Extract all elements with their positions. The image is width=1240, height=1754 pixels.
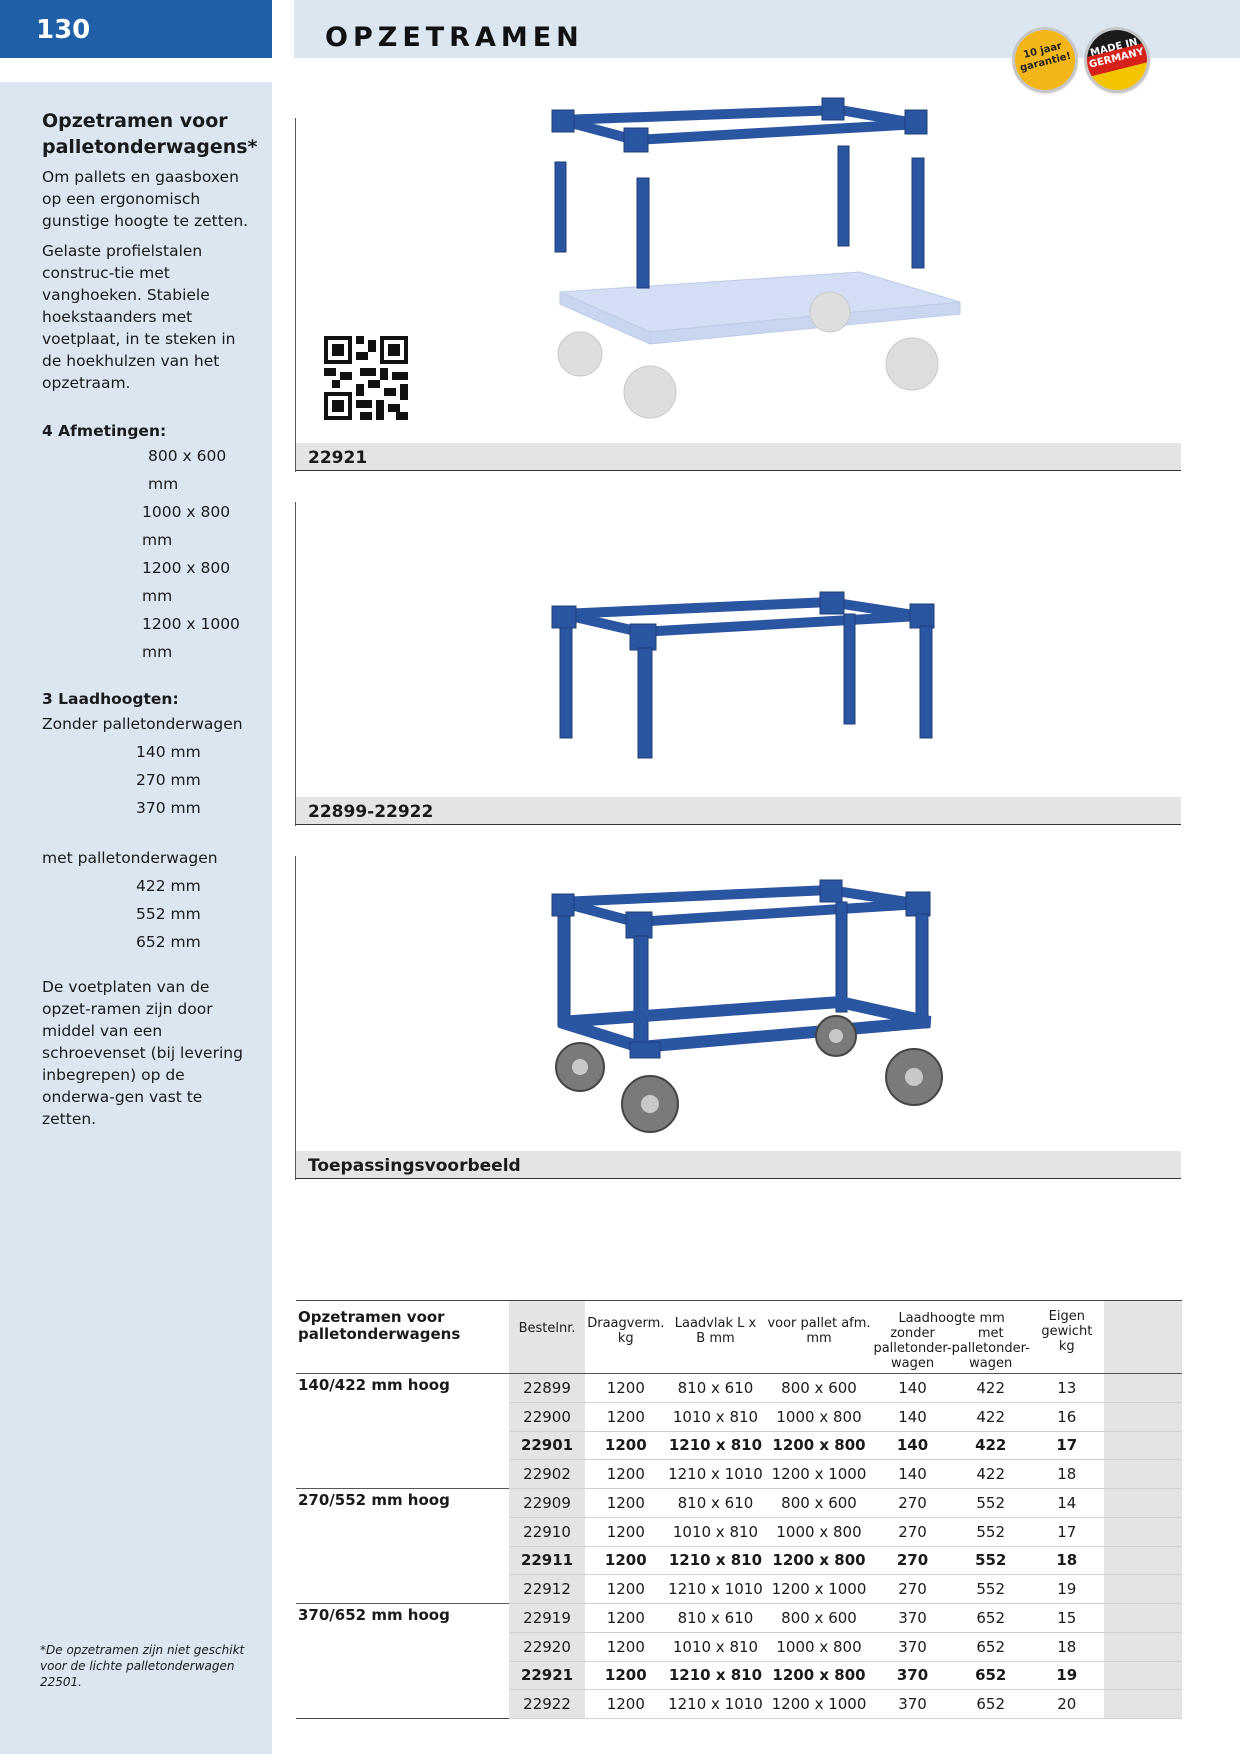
table-cell: 1200 x 800 [765,1546,874,1575]
table-cell: 800 x 600 [765,1489,874,1518]
without-trolley-label: Zonder palletonderwagen [42,715,243,733]
table-cell: 652 [952,1604,1030,1633]
table-cell: 370 [873,1690,951,1719]
dimensions-label: 4 Afmetingen: [42,422,167,440]
row-group-label [296,1460,509,1489]
col-laadhoogte-group [873,1301,1029,1374]
table-cell: 552 [952,1489,1030,1518]
table-spacer-cell [1104,1661,1182,1690]
table-cell: 1200 [585,1489,666,1518]
table-row [296,1575,1182,1604]
dimension-item: 1200 x 1000 mm [142,615,240,661]
dimension-item: 1200 x 800 mm [142,559,231,605]
table-cell: 140 [873,1431,951,1460]
height-item: 370 mm [136,799,201,817]
table-cell: 652 [952,1690,1030,1719]
table-cell: 800 x 600 [765,1604,874,1633]
table-cell: 1200 x 800 [765,1661,874,1690]
col-laadvlak: Laadvlak L x B mm [674,1316,757,1346]
guarantee-badge: 10 jaar garantie! [1009,24,1082,97]
row-group-label [296,1690,509,1719]
col-draagvermogen: Draagverm. kg [587,1316,665,1346]
table-row [296,1546,1182,1575]
sidebar-construction: Gelaste profielstalen construc-tie met vanghoeken. Stabiele hoekstaanders met voetplaat, in te steken in de hoekhulzen van het opzetraam. [42,242,236,392]
table-cell: 22922 [509,1690,585,1719]
table-cell: 16 [1030,1403,1104,1432]
table-cell: 1210 x 810 [666,1431,764,1460]
row-group-label [296,1518,509,1547]
table-cell: 140 [873,1403,951,1432]
col-met: met palletonder-wagen [951,1326,1030,1371]
made-in-germany-badge: MADE IN GERMANY [1081,24,1154,97]
footnote: *De opzetramen zijn niet geschikt voor de lichte palletonderwagen 22501. [40,1643,245,1689]
table-cell: 270 [873,1575,951,1604]
table-cell: 1210 x 1010 [666,1690,764,1719]
table-row [296,1518,1182,1547]
table-cell: 1010 x 810 [666,1518,764,1547]
table-cell: 652 [952,1633,1030,1662]
table-cell: 13 [1030,1374,1104,1403]
table-row [296,1690,1182,1719]
table-cell: 1200 x 800 [765,1431,874,1460]
table-cell: 552 [952,1518,1030,1547]
table-row [296,1661,1182,1690]
table-cell: 1210 x 1010 [666,1575,764,1604]
qr-code-icon [324,336,408,420]
table-spacer-cell [1104,1546,1182,1575]
table-cell: 22921 [509,1661,585,1690]
sidebar-heading: Opzetramen voor palletonderwagens* [42,110,258,158]
table-cell: 1000 x 800 [765,1633,874,1662]
table-cell: 810 x 610 [666,1489,764,1518]
height-item: 652 mm [136,933,201,951]
col-bestelnr: Bestelnr. [509,1301,585,1374]
table-spacer-cell [1104,1374,1182,1403]
table-spacer-cell [1104,1431,1182,1460]
photo-caption-1: 22921 [296,443,1181,471]
table-spacer-cell [1104,1604,1182,1633]
row-group-label [296,1661,509,1690]
table-spacer-cell [1104,1575,1182,1604]
table-row [296,1489,1182,1518]
table-cell: 810 x 610 [666,1374,764,1403]
table-spacer-cell [1104,1489,1182,1518]
table-cell: 15 [1030,1604,1104,1633]
row-group-label: 270/552 mm hoog [296,1489,509,1518]
height-item: 270 mm [136,771,201,789]
table-row [296,1431,1182,1460]
table-cell: 422 [952,1374,1030,1403]
table-cell: 1210 x 810 [666,1546,764,1575]
table-row [296,1403,1182,1432]
table-cell: 422 [952,1460,1030,1489]
sidebar-mounting-note: De voetplaten van de opzet-ramen zijn door middel van een schroevenset (bij levering inbegrepen) op de onderwa-gen vast te zetten. [42,978,243,1128]
table-row [296,1460,1182,1489]
col-spacer [1104,1301,1182,1374]
row-group-label [296,1633,509,1662]
table-cell: 270 [873,1546,951,1575]
table-cell: 14 [1030,1489,1104,1518]
table-cell: 22909 [509,1489,585,1518]
table-cell: 1200 [585,1431,666,1460]
table-cell: 1210 x 1010 [666,1460,764,1489]
table-cell: 270 [873,1489,951,1518]
table-header-row [296,1301,1182,1374]
heights-label: 3 Laadhoogten: [42,690,179,708]
table-cell: 1200 [585,1403,666,1432]
table-cell: 1210 x 810 [666,1661,764,1690]
table-cell: 22900 [509,1403,585,1432]
table-cell: 1200 x 1000 [765,1690,874,1719]
table-cell: 22902 [509,1460,585,1489]
table-cell: 1000 x 800 [765,1403,874,1432]
table-cell: 22899 [509,1374,585,1403]
row-group-label: 140/422 mm hoog [296,1374,509,1403]
table-cell: 552 [952,1575,1030,1604]
frame-with-trolley-exploded-image [540,92,980,432]
col-zonder: zonder palletonder-wagen [873,1326,952,1371]
table-row [296,1633,1182,1662]
table-spacer-cell [1104,1633,1182,1662]
table-cell: 270 [873,1518,951,1547]
table-spacer-cell [1104,1403,1182,1432]
row-group-label [296,1431,509,1460]
table-cell: 140 [873,1374,951,1403]
page-title: OPZETRAMEN [325,22,584,53]
table-row [296,1374,1182,1403]
table-cell: 1200 [585,1546,666,1575]
with-heights-list [42,872,252,956]
table-cell: 18 [1030,1460,1104,1489]
application-example-image [540,872,980,1152]
col-pallet-afm: voor pallet afm. mm [767,1316,871,1346]
table-cell: 810 x 610 [666,1604,764,1633]
table-cell: 17 [1030,1518,1104,1547]
table-spacer-cell [1104,1690,1182,1719]
table-cell: 1000 x 800 [765,1518,874,1547]
table-cell: 1200 [585,1575,666,1604]
table-cell: 1200 [585,1661,666,1690]
table-cell: 19 [1030,1661,1104,1690]
specification-table [296,1300,1182,1719]
table-cell: 422 [952,1403,1030,1432]
height-item: 422 mm [136,877,201,895]
with-trolley-label: met palletonderwagen [42,849,218,867]
dimension-item: 1000 x 800 mm [142,503,231,549]
table-cell: 20 [1030,1690,1104,1719]
table-cell: 1200 [585,1374,666,1403]
table-cell: 1200 [585,1460,666,1489]
table-cell: 22901 [509,1431,585,1460]
table-cell: 552 [952,1546,1030,1575]
table-cell: 18 [1030,1633,1104,1662]
col-laadhoogte: Laadhoogte mm [898,1311,1005,1326]
table-cell: 1010 x 810 [666,1403,764,1432]
table-cell: 370 [873,1633,951,1662]
sidebar [0,82,272,1754]
page-number: 130 [0,0,272,58]
table-cell: 22910 [509,1518,585,1547]
top-frame-image [540,588,980,768]
table-cell: 1200 [585,1633,666,1662]
table-cell: 1200 x 1000 [765,1575,874,1604]
table-cell: 17 [1030,1431,1104,1460]
dimensions-list [42,442,252,666]
table-cell: 18 [1030,1546,1104,1575]
col-gewicht: Eigen gewicht kg [1041,1308,1093,1354]
table-cell: 652 [952,1661,1030,1690]
table-cell: 19 [1030,1575,1104,1604]
table-cell: 1200 [585,1690,666,1719]
table-cell: 22911 [509,1546,585,1575]
table-spacer-cell [1104,1518,1182,1547]
table-spacer-cell [1104,1460,1182,1489]
table-row [296,1604,1182,1633]
table-cell: 1200 [585,1604,666,1633]
row-group-label [296,1546,509,1575]
row-group-label [296,1575,509,1604]
height-item: 140 mm [136,743,201,761]
sidebar-intro: Om pallets en gaasboxen op een ergonomisch gunstige hoogte te zetten. [42,168,249,230]
table-cell: 422 [952,1431,1030,1460]
table-cell: 370 [873,1661,951,1690]
row-group-label [296,1403,509,1432]
table-cell: 800 x 600 [765,1374,874,1403]
table-cell: 1010 x 810 [666,1633,764,1662]
table-cell: 1200 x 1000 [765,1460,874,1489]
table-cell: 22920 [509,1633,585,1662]
photo-caption-3: Toepassingsvoorbeeld [296,1151,1181,1179]
dimension-item: 800 x 600 mm [148,447,227,493]
table-cell: 140 [873,1460,951,1489]
height-item: 552 mm [136,905,201,923]
table-cell: 22919 [509,1604,585,1633]
table-title: Opzetramen voor palletonderwagens [298,1308,461,1343]
table-cell: 1200 [585,1518,666,1547]
table-cell: 370 [873,1604,951,1633]
without-heights-list [42,738,252,822]
photo-caption-2: 22899-22922 [296,797,1181,825]
row-group-label: 370/652 mm hoog [296,1604,509,1633]
table-cell: 22912 [509,1575,585,1604]
